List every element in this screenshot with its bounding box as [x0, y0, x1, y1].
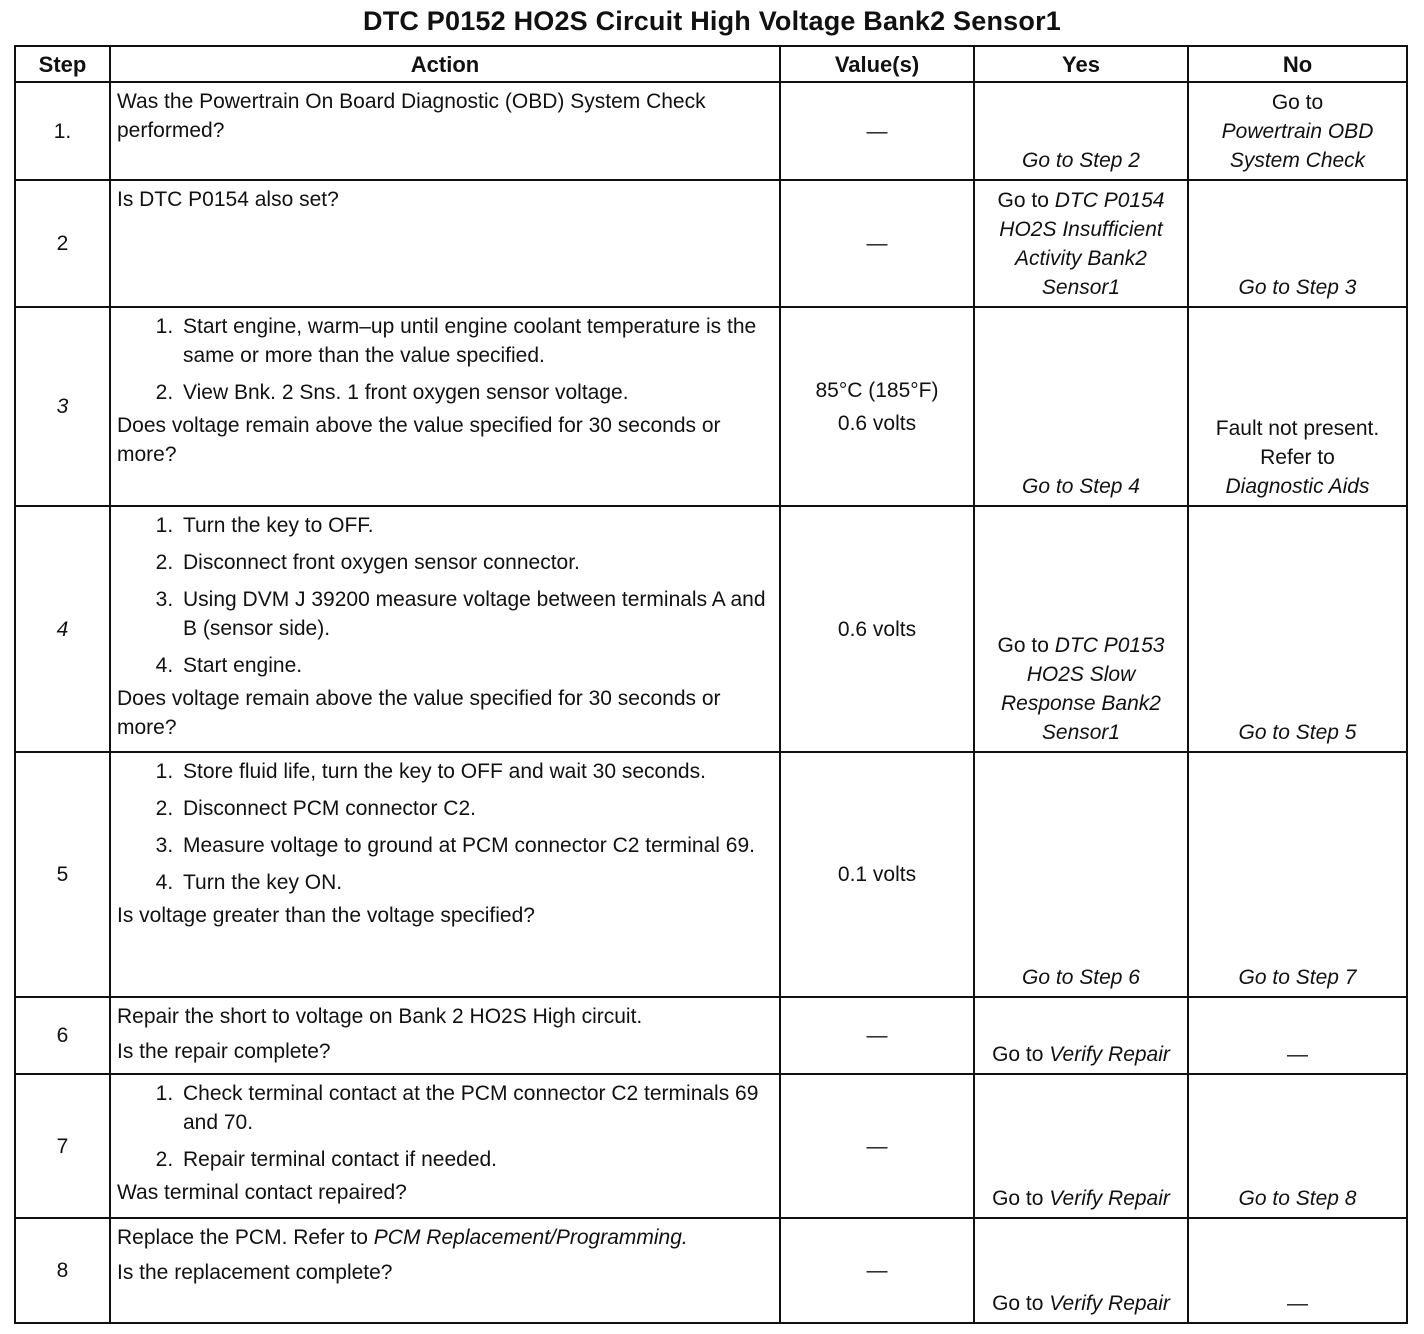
action-step: 1. Store fluid life, turn the key to OFF and wait 30 seconds.	[179, 757, 773, 786]
action-text: Was the Powertrain On Board Diagnostic (OBD) System Check performed?	[117, 90, 706, 142]
action-cell	[110, 180, 780, 307]
no-link: Diagnostic Aids	[1225, 475, 1370, 498]
action-step: 1. Check terminal contact at the PCM connector C2 terminals 69 and 70.	[179, 1079, 773, 1137]
value-cell: 0.1 volts	[780, 752, 974, 997]
step-number: 1.	[15, 82, 110, 180]
action-cell	[110, 82, 780, 180]
table-row	[15, 752, 1407, 997]
yes-text: Go to	[992, 1187, 1044, 1210]
table-row	[15, 1074, 1407, 1218]
header-step: Step	[15, 46, 110, 82]
step-number: 4	[15, 506, 110, 752]
yes-link: DTC P0154 HO2S Insufficient Activity Bank2 Sensor1	[999, 189, 1165, 299]
table-row	[15, 180, 1407, 307]
step-number: 5	[15, 752, 110, 997]
no-cell	[1188, 307, 1407, 506]
diagnostic-table	[14, 45, 1408, 1324]
action-step: 2. Disconnect front oxygen sensor connector.	[179, 548, 773, 577]
yes-cell	[974, 1074, 1188, 1218]
yes-cell	[974, 752, 1188, 997]
table-row	[15, 997, 1407, 1074]
action-step: 4. Start engine.	[179, 651, 773, 680]
action-cell	[110, 506, 780, 752]
action-text	[117, 1223, 773, 1252]
yes-link: Verify Repair	[1049, 1043, 1170, 1066]
step-number: 2	[15, 180, 110, 307]
yes-link: Verify Repair	[1049, 1292, 1170, 1315]
value-cell: —	[780, 997, 974, 1074]
no-cell	[1188, 82, 1407, 180]
action-cell	[110, 307, 780, 506]
yes-link: Go to Step 4	[1022, 475, 1140, 498]
no-cell	[1188, 1074, 1407, 1218]
action-question: Is the repair complete?	[117, 1040, 331, 1063]
yes-link: Verify Repair	[1049, 1187, 1170, 1210]
action-steps	[117, 1079, 773, 1174]
action-step: 2. View Bnk. 2 Sns. 1 front oxygen sensor voltage.	[179, 378, 773, 407]
no-link: Powertrain OBD System Check	[1221, 120, 1374, 172]
no-link: Go to Step 5	[1238, 721, 1357, 744]
value-cell: 0.6 volts	[780, 506, 974, 752]
step-number: 6	[15, 997, 110, 1074]
no-cell	[1188, 752, 1407, 997]
no-cell	[1188, 506, 1407, 752]
yes-cell	[974, 1218, 1188, 1323]
yes-link: Go to Step 6	[1022, 966, 1140, 989]
value-voltage: 0.6 volts	[837, 411, 917, 435]
action-question: Is voltage greater than the voltage specified?	[117, 904, 535, 927]
yes-link: DTC P0153 HO2S Slow Response Bank2 Sensor1	[1001, 634, 1165, 744]
action-step: 1. Start engine, warm–up until engine coolant temperature is the same or more than the value specified.	[179, 312, 773, 370]
step-number: 3	[15, 307, 110, 506]
yes-text: Go to	[992, 1043, 1044, 1066]
yes-text: Go to	[992, 1292, 1044, 1315]
action-question: Is the replacement complete?	[117, 1261, 393, 1284]
action-question: Does voltage remain above the value specified for 30 seconds or more?	[117, 414, 721, 466]
header-action: Action	[110, 46, 780, 82]
no-cell: —	[1188, 1218, 1407, 1323]
table-row	[15, 82, 1407, 180]
action-step: 2. Disconnect PCM connector C2.	[179, 794, 773, 823]
action-cell	[110, 752, 780, 997]
header-row	[15, 46, 1407, 82]
action-question: Was terminal contact repaired?	[117, 1181, 407, 1204]
table-row	[15, 1218, 1407, 1323]
action-step: 4. Turn the key ON.	[179, 868, 773, 897]
no-text: Fault not present. Refer to	[1215, 417, 1380, 469]
no-link: Go to Step 8	[1238, 1187, 1357, 1210]
yes-cell	[974, 506, 1188, 752]
value-cell: —	[780, 1074, 974, 1218]
yes-text: Go to	[997, 634, 1049, 657]
page-title: DTC P0152 HO2S Circuit High Voltage Bank2 Sensor1	[363, 6, 1061, 36]
no-text: Go to	[1271, 91, 1324, 114]
table-row	[15, 506, 1407, 752]
yes-cell	[974, 307, 1188, 506]
yes-cell	[974, 82, 1188, 180]
no-link: Go to Step 3	[1238, 276, 1357, 299]
action-steps	[117, 757, 773, 897]
step-number: 8	[15, 1218, 110, 1323]
value-cell	[780, 307, 974, 506]
table-row	[15, 307, 1407, 506]
action-steps	[117, 511, 773, 680]
header-yes: Yes	[974, 46, 1188, 82]
value-temperature: 85°C (185°F)	[815, 378, 939, 402]
action-cell	[110, 1218, 780, 1323]
value-cell: —	[780, 1218, 974, 1323]
yes-cell	[974, 997, 1188, 1074]
header-no: No	[1188, 46, 1407, 82]
action-step: 2. Repair terminal contact if needed.	[179, 1145, 773, 1174]
no-cell	[1188, 180, 1407, 307]
action-step: 1. Turn the key to OFF.	[179, 511, 773, 540]
yes-text: Go to	[997, 189, 1049, 212]
value-cell: —	[780, 82, 974, 180]
action-cell	[110, 1074, 780, 1218]
action-cell	[110, 997, 780, 1074]
action-step: 3. Using DVM J 39200 measure voltage between terminals A and B (sensor side).	[179, 585, 773, 643]
value-cell: —	[780, 180, 974, 307]
action-reference: PCM Replacement/Programming.	[373, 1226, 688, 1249]
action-text-plain: Replace the PCM. Refer to	[117, 1226, 368, 1249]
header-values: Value(s)	[780, 46, 974, 82]
yes-cell	[974, 180, 1188, 307]
action-text: Repair the short to voltage on Bank 2 HO2S High circuit.	[117, 1005, 643, 1028]
no-link: Go to Step 7	[1238, 966, 1357, 989]
action-text: Is DTC P0154 also set?	[117, 188, 339, 211]
no-cell: —	[1188, 997, 1407, 1074]
step-number: 7	[15, 1074, 110, 1218]
action-steps	[117, 312, 773, 407]
yes-link: Go to Step 2	[1022, 149, 1140, 172]
action-question: Does voltage remain above the value specified for 30 seconds or more?	[117, 687, 721, 739]
action-step: 3. Measure voltage to ground at PCM connector C2 terminal 69.	[179, 831, 773, 860]
